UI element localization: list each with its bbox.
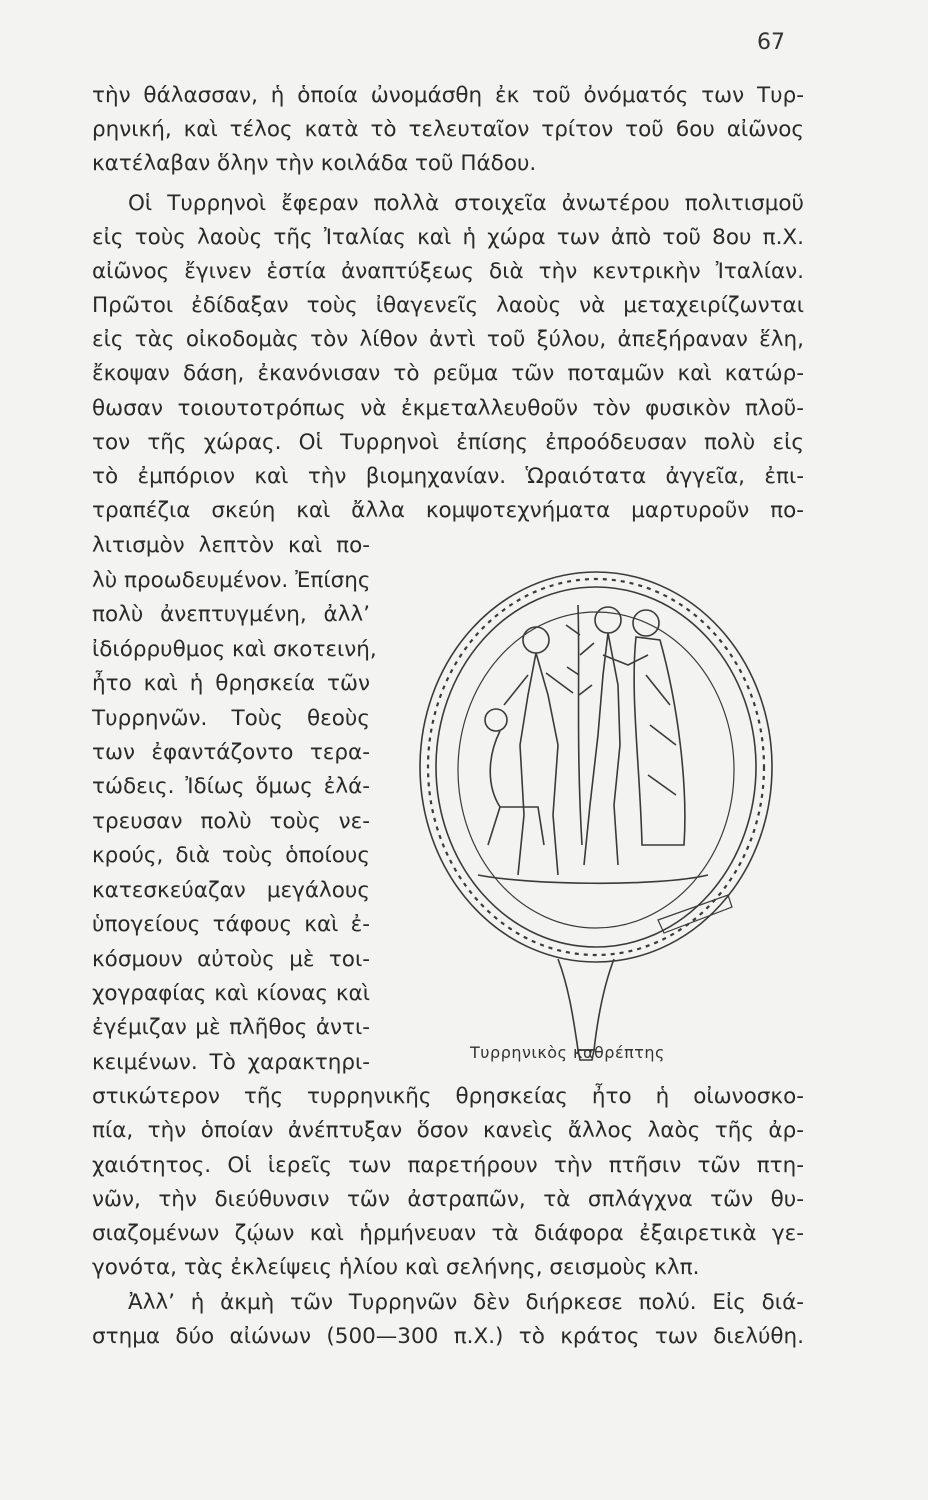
text-line: σιαζομένων ζῴων καὶ ἡρμήνευαν τὰ διάφορα ἐξαιρετικὰ γε- xyxy=(92,1221,804,1246)
text-line: λὺ προωδευμένον. Ἐπίσης xyxy=(92,568,371,593)
text-line: στικώτερον τῆς τυρρηνικῆς θρησκείας ἦτο ἡ οἰωνοσκο- xyxy=(92,1084,804,1109)
text-line: εἰς τὰς οἰκοδομὰς τὸν λίθον ἀντὶ τοῦ ξύλου, ἀπεξήραναν ἕλη, xyxy=(92,327,804,352)
text-line: χογραφίας καὶ κίονας καὶ xyxy=(92,981,370,1006)
text-line: στημα δύο αἰώνων (500—300 π.Χ.) τὸ κράτος των διελύθη. xyxy=(92,1324,804,1349)
text-line: αἰῶνος ἔγινεν ἑστία ἀναπτύξεως διὰ τὴν κεντρικὴν Ἰταλίαν. xyxy=(92,259,804,284)
etruscan-mirror-illustration xyxy=(408,545,808,1065)
text-line: τραπέζια σκεύη καὶ ἄλλα κομψοτεχνήματα μαρτυροῦν πο- xyxy=(92,498,804,523)
text-line: ἔκοψαν δάση, ἐκανόνισαν τὸ ρεῦμα τῶν ποταμῶν καὶ κατώρ- xyxy=(92,361,804,386)
text-line: πολὺ ἀνεπτυγμένη, ἀλλ’ xyxy=(92,602,370,627)
text-line: ἰδιόρρυθμος καὶ σκοτεινή, xyxy=(92,637,377,662)
text-line: πία, τὴν ὁποίαν ἀνέπτυξαν ὅσον κανεὶς ἄλλος λαὸς τῆς ἀρ- xyxy=(92,1118,804,1143)
text-line: νῶν, τὴν διεύθυνσιν τῶν ἀστραπῶν, τὰ σπλάγχνα τῶν θυ- xyxy=(92,1187,804,1212)
text-line: Ἀλλ’ ἡ ἀκμὴ τῶν Τυρρηνῶν δὲν διήρκεσε πολύ. Εἰς διά- xyxy=(128,1290,804,1315)
page-number: 67 xyxy=(757,30,785,55)
text-line: Τυρρηνῶν. Τοὺς θεοὺς xyxy=(92,706,370,731)
text-line: ρηνική, καὶ τέλος κατὰ τὸ τελευταῖον τρίτον τοῦ 6ου αἰῶνος xyxy=(92,117,804,142)
text-line: λιτισμὸν λεπτὸν καὶ πο- xyxy=(92,533,370,558)
text-line: ὑπογείους τάφους καὶ ἐ- xyxy=(92,912,370,937)
text-line: κειμένων. Τὸ χαρακτηρι- xyxy=(92,1050,370,1075)
text-line: χαιότητος. Οἱ ἱερεῖς των παρετήρουν τὴν πτῆσιν τῶν πτη- xyxy=(92,1153,804,1178)
text-line: Πρῶτοι ἐδίδαξαν τοὺς ἰθαγενεῖς λαοὺς νὰ μεταχειρίζωνται xyxy=(92,293,804,318)
text-line: τώδεις. Ἰδίως ὅμως ἐλά- xyxy=(92,774,370,799)
text-line: εἰς τοὺς λαοὺς τῆς Ἰταλίας καὶ ἡ χώρα των ἀπὸ τοῦ 8ου π.Χ. xyxy=(92,225,804,250)
text-line: τὴν θάλασσαν, ἡ ὁποία ὠνομάσθη ἐκ τοῦ ὀνόματός των Τυρ- xyxy=(92,83,804,108)
text-line: τρευσαν πολὺ τοὺς νε- xyxy=(92,809,370,834)
text-line: κατέλαβαν ὅλην τὴν κοιλάδα τοῦ Πάδου. xyxy=(92,151,537,176)
text-line: Οἱ Τυρρηνοὶ ἔφεραν πολλὰ στοιχεῖα ἀνωτέρου πολιτισμοῦ xyxy=(128,191,804,216)
text-line: κρούς, διὰ τοὺς ὁποίους xyxy=(92,843,370,868)
text-line: ἐγέμιζαν μὲ πλῆθος ἀντι- xyxy=(92,1015,370,1040)
text-line: ἦτο καὶ ἡ θρησκεία τῶν xyxy=(92,671,370,696)
text-line: κόσμουν αὐτοὺς μὲ τοι- xyxy=(92,947,370,972)
figure-caption: Τυρρηνικὸς καθρέπτης xyxy=(470,1043,665,1062)
text-line: των ἐφαντάζοντο τερα- xyxy=(92,740,370,765)
text-line: θωσαν τοιουτοτρόπως νὰ ἐκμεταλλευθοῦν τὸν φυσικὸν πλοῦ- xyxy=(92,396,804,421)
text-line: τον τῆς χώρας. Οἱ Τυρρηνοὶ ἐπίσης ἐπροόδευσαν πολὺ εἰς xyxy=(92,430,804,455)
text-line: τὸ ἐμπόριον καὶ τὴν βιομηχανίαν. Ὡραιότατα ἀγγεῖα, ἐπι- xyxy=(92,464,804,489)
text-line: γονότα, τὰς ἐκλείψεις ἡλίου καὶ σελήνης, σεισμοὺς κλπ. xyxy=(92,1255,700,1280)
text-line: κατεσκεύαζαν μεγάλους xyxy=(92,878,370,903)
